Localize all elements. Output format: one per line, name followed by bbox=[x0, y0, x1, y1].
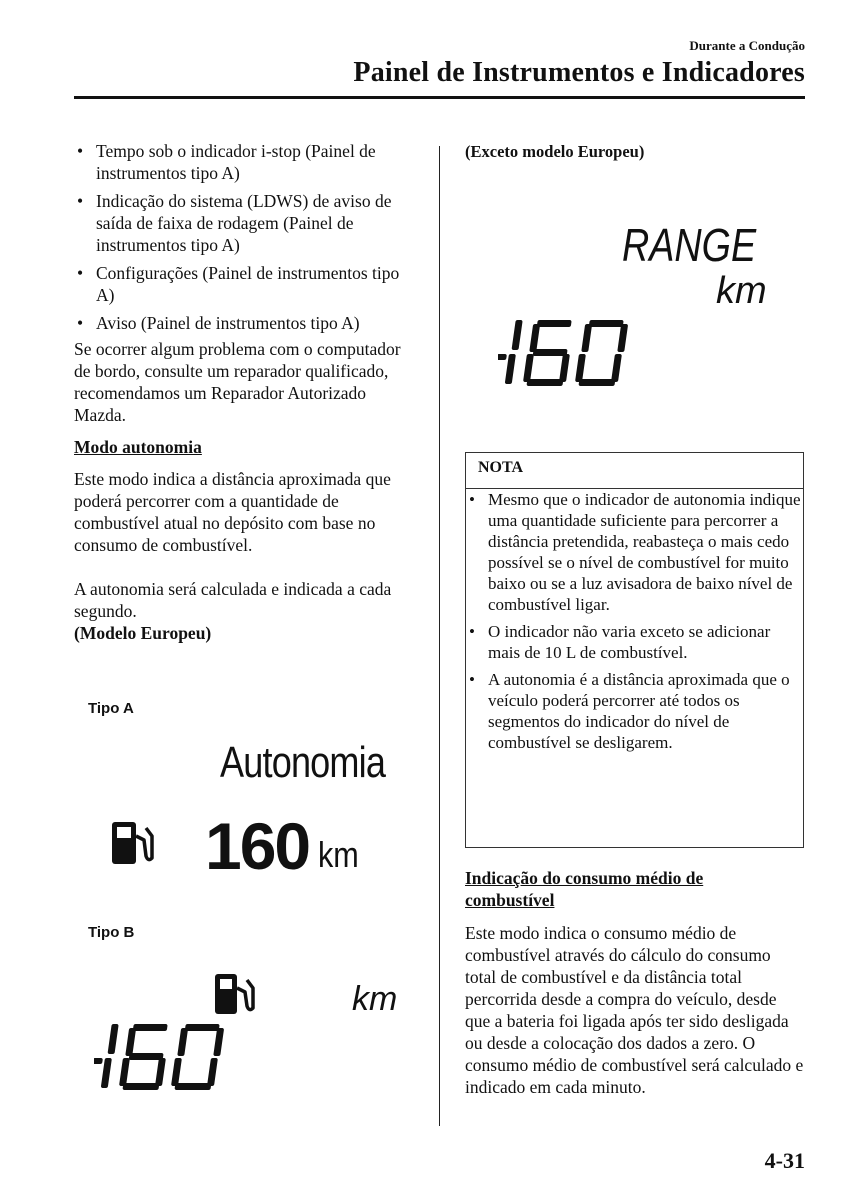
page-number: 4-31 bbox=[764, 1148, 805, 1173]
modo-autonomia-paragraph: Este modo indica a distância aproximada que poderá percorrer com a quantidade de combustível atual no depósito com base no consumo de combustível. bbox=[74, 469, 391, 555]
range-unit: km bbox=[716, 270, 767, 312]
list-item: • Configurações (Painel de instrumentos tipo A) bbox=[74, 262, 419, 306]
tipo-b-label: Tipo B bbox=[88, 924, 135, 941]
list-item: • O indicador não varia exceto se adicionar mais de 10 L de combustível. bbox=[466, 621, 803, 663]
segment-display-range-160 bbox=[498, 318, 638, 388]
section-label: Durante a Condução bbox=[689, 38, 805, 53]
nota-box bbox=[465, 452, 804, 848]
list-item: • Tempo sob o indicador i-stop (Painel de instrumentos tipo A) bbox=[74, 140, 419, 184]
consumo-paragraph: Este modo indica o consumo médio de combustível através do cálculo do consumo total de combustível e da distância total percorrida desde a compra do veículo, desde que a bateria foi ligada após ter sido desligada ou desde a colocação dos dados a zero. O consumo médio de combustível será calculado e indicado em cada minuto. bbox=[465, 923, 804, 1097]
modo-autonomia-heading: Modo autonomia bbox=[74, 437, 202, 457]
tipo-a-unit: km bbox=[318, 834, 359, 875]
tipo-b-unit: km bbox=[352, 980, 398, 1018]
fuel-pump-icon bbox=[108, 818, 156, 866]
tipo-a-label: Tipo A bbox=[88, 700, 134, 717]
page-title: Painel de Instrumentos e Indicadores bbox=[353, 57, 805, 88]
tipo-a-value: 160 bbox=[205, 809, 310, 883]
list-item: • Indicação do sistema (LDWS) de aviso de saída de faixa de rodagem (Painel de instrumentos tipo A) bbox=[74, 190, 419, 256]
except-europe-label: (Exceto modelo Europeu) bbox=[465, 142, 645, 161]
nota-list bbox=[466, 489, 803, 753]
range-word: RANGE bbox=[622, 219, 757, 271]
segment-display-160 bbox=[94, 1022, 234, 1092]
nota-title: NOTA bbox=[466, 453, 803, 489]
list-item: • Aviso (Painel de instrumentos tipo A) bbox=[74, 312, 419, 334]
list-item: • A autonomia é a distância aproximada que o veículo poderá percorrer até todos os segmentos do indicador do nível de combustível se desligarem. bbox=[466, 669, 803, 753]
problem-paragraph: Se ocorrer algum problema com o computador de bordo, consulte um reparador qualificado, recomendamos um Reparador Autorizado Mazda. bbox=[74, 339, 401, 425]
calc-paragraph: A autonomia será calculada e indicada a cada segundo. bbox=[74, 579, 392, 621]
list-item: • Mesmo que o indicador de autonomia indique uma quantidade suficiente para percorrer a distância pretendida, reabasteça o mais cedo possível se o nível de combustível for muito baixo ou se a luz avisadora de baixo nível de combustível ligar. bbox=[466, 489, 803, 615]
consumo-heading: Indicação do consumo médio de combustível bbox=[465, 868, 704, 910]
header-rule bbox=[74, 96, 805, 99]
fuel-pump-icon bbox=[212, 972, 258, 1016]
feature-list bbox=[74, 140, 419, 334]
autonomia-word: Autonomia bbox=[220, 738, 386, 787]
left-column bbox=[74, 140, 419, 644]
column-divider bbox=[439, 146, 440, 1126]
europe-label: (Modelo Europeu) bbox=[74, 623, 212, 643]
